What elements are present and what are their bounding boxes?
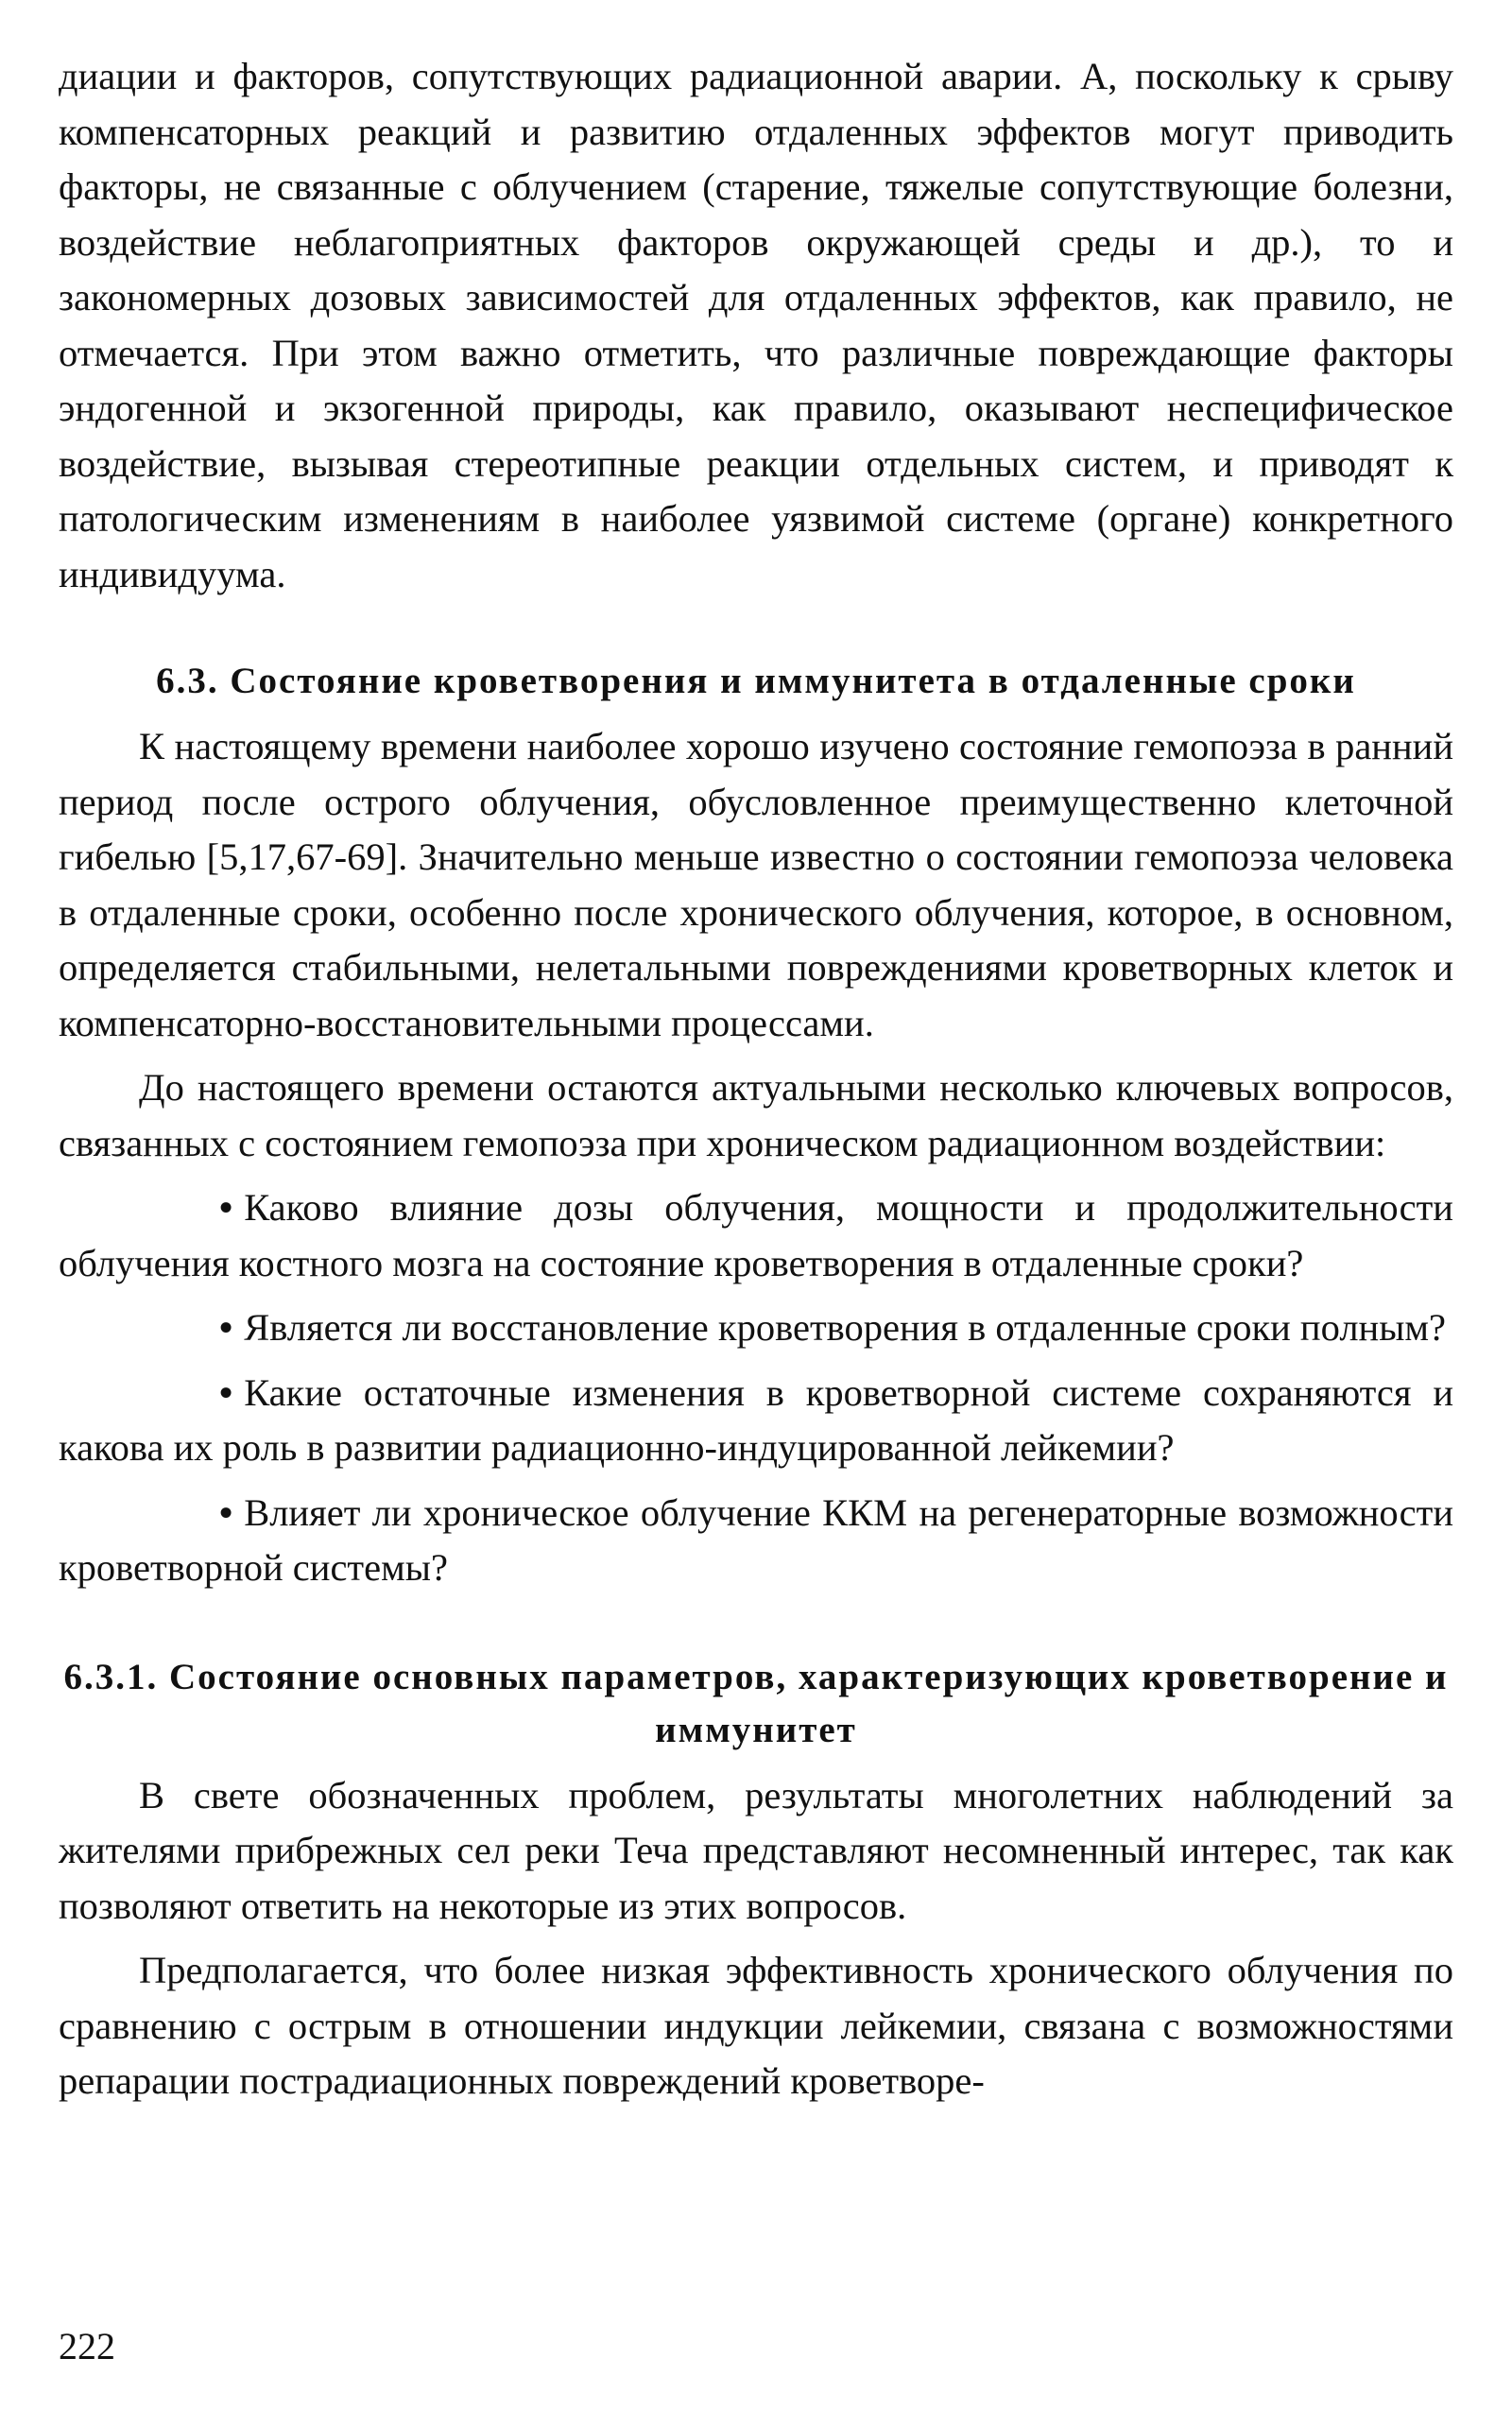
section-heading-6-3-1: 6.3.1. Состояние основных параметров, характеризующих кроветворение и иммунитет bbox=[63, 1656, 1449, 1750]
bullet-item-residual-changes bbox=[59, 1366, 1453, 1476]
book-page bbox=[59, 49, 1453, 2109]
paragraph-hemopoiesis-state: К настоящему времени наиболее хорошо изучено состояние гемопоэза в ранний период после острого облучения, обусловленное преимущественно клеточной гибелью [5,17,67-69]. Значительно меньше известно о состоянии гемопоэза человека в отдаленные сроки, особенно после хронического облучения, которое, в основном, определяется стабильными, нелетальными повреждениями кроветворных клеток и компенсаторно-восстановительными процессами. bbox=[59, 725, 1453, 1044]
bullet-text: Какие остаточные изменения в кроветворной системе сохраняются и какова их роль в развитии радиационно-индуцированной лейкемии? bbox=[59, 1370, 1453, 1469]
paragraph-key-questions: До настоящего времени остаются актуальными несколько ключевых вопросов, связанных с состоянием гемопоэза при хроническом радиационном воздействии: bbox=[59, 1066, 1453, 1164]
bullet-item-regenerative-capacity bbox=[59, 1486, 1453, 1596]
bullet-marker-icon: • bbox=[219, 1370, 233, 1414]
section-heading-6-3: 6.3. Состояние кроветворения и иммунитета в отдаленные сроки bbox=[156, 661, 1356, 701]
page-number: 222 bbox=[59, 2325, 115, 2367]
bullet-text: Влияет ли хроническое облучение ККМ на регенераторные возможности кроветворной системы? bbox=[59, 1490, 1453, 1589]
paragraph-chronic-exposure: Предполагается, что более низкая эффективность хронического облучения по сравнению с острым в отношении индукции лейкемии, связана с возможностями репарации пострадиационных повреждений кроветворе- bbox=[59, 1949, 1453, 2102]
bullet-item-recovery bbox=[59, 1300, 1453, 1356]
bullet-item-dose-influence bbox=[59, 1180, 1453, 1291]
bullet-marker-icon: • bbox=[219, 1490, 233, 1534]
paragraph-techa-residents: В свете обозначенных проблем, результаты многолетних наблюдений за жителями прибрежных сел реки Теча представляют несомненный интерес, так как позволяют ответить на некоторые из этих вопросов. bbox=[59, 1773, 1453, 1927]
bullet-text: Каково влияние дозы облучения, мощности и продолжительности облучения костного мозга на состояние кроветворения в отдаленные сроки? bbox=[59, 1186, 1453, 1284]
bullet-marker-icon: • bbox=[219, 1186, 233, 1229]
bullet-text: Является ли восстановление кроветворения в отдаленные сроки полным? bbox=[244, 1306, 1447, 1349]
bullet-marker-icon: • bbox=[219, 1306, 233, 1349]
paragraph-radiation-factors: диации и факторов, сопутствующих радиационной аварии. А, поскольку к срыву компенсаторных реакций и развитию отдаленных эффектов могут приводить факторы, не связанные с облучением (старение, тяжелые сопутствующие болезни, воздействие неблагоприятных факторов окружающей среды и др.), то и закономерных дозовых зависимостей для отдаленных эффектов, как правило, не отмечается. При этом важно отметить, что различные повреждающие факторы эндогенной и экзогенной природы, как правило, оказывают неспецифическое воздействие, вызывая стереотипные реакции отдельных систем, и приводят к патологическим изменениям в наиболее уязвимой системе (органе) конкретного индивидуума. bbox=[59, 55, 1453, 595]
